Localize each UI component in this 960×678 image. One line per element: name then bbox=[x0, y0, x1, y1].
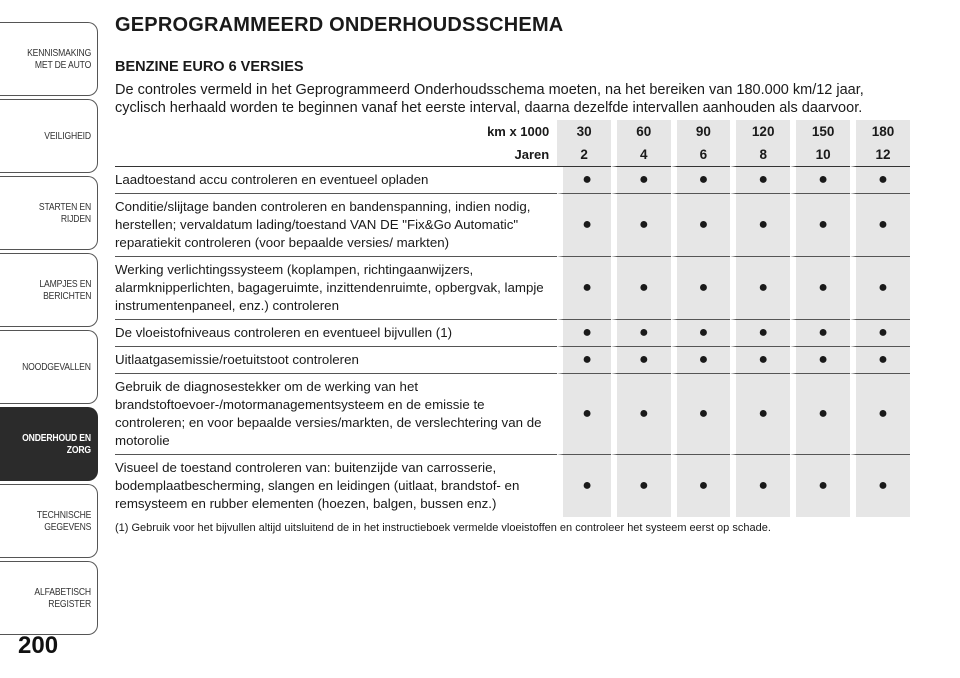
check-description: Gebruik de diagnosestekker om de werking van het brandstoftoevoer-/motormanagementsysteem en de emissie te controleren; en voor bepaalde versies/markten, de verslechtering van de motorolie bbox=[115, 374, 557, 455]
schedule-mark: ● bbox=[790, 194, 850, 257]
check-description: Uitlaatgasemissie/roetuitstoot controleren bbox=[115, 347, 557, 374]
schedule-mark: ● bbox=[671, 374, 731, 455]
km-value: 30 bbox=[557, 120, 611, 143]
table-row bbox=[115, 194, 910, 257]
schedule-mark: ● bbox=[850, 194, 910, 257]
schedule-mark: ● bbox=[730, 320, 790, 347]
tab-label: ALFABETISCH REGISTER bbox=[34, 586, 91, 610]
main-content bbox=[115, 14, 910, 536]
schedule-mark: ● bbox=[671, 320, 731, 347]
km-value: 90 bbox=[671, 120, 731, 143]
check-description: Conditie/slijtage banden controleren en bandenspanning, indien nodig, herstellen; vervaldatum lading/toestand VAN DE "Fix&Go Automatic" reparatiekit controleren (voor bepaalde versies/ markten) bbox=[115, 194, 557, 257]
schedule-mark: ● bbox=[611, 374, 671, 455]
schedule-mark: ● bbox=[730, 194, 790, 257]
schedule-mark: ● bbox=[850, 320, 910, 347]
years-value: 12 bbox=[850, 143, 910, 167]
schedule-mark: ● bbox=[850, 167, 910, 194]
tab-label: STARTEN EN RIJDEN bbox=[38, 201, 91, 225]
tab-label: LAMPJES EN BERICHTEN bbox=[39, 278, 91, 302]
page-number: 200 bbox=[18, 632, 59, 659]
schedule-mark: ● bbox=[557, 455, 611, 517]
years-value: 10 bbox=[790, 143, 850, 167]
years-value: 4 bbox=[611, 143, 671, 167]
schedule-mark: ● bbox=[790, 257, 850, 320]
schedule-mark: ● bbox=[611, 347, 671, 374]
tab-lampjes-en-berichten[interactable] bbox=[0, 253, 98, 327]
schedule-mark: ● bbox=[790, 320, 850, 347]
schedule-mark: ● bbox=[611, 257, 671, 320]
table-row bbox=[115, 167, 910, 194]
schedule-mark: ● bbox=[790, 347, 850, 374]
km-value: 180 bbox=[850, 120, 910, 143]
schedule-mark: ● bbox=[850, 374, 910, 455]
schedule-mark: ● bbox=[611, 320, 671, 347]
km-label: km x 1000 bbox=[487, 124, 550, 139]
table-row bbox=[115, 347, 910, 374]
km-header-row bbox=[115, 120, 910, 143]
page-title: GEPROGRAMMEERD ONDERHOUDSSCHEMA bbox=[115, 14, 564, 36]
tab-onderhoud-en-zorg[interactable] bbox=[0, 407, 98, 481]
schedule-mark: ● bbox=[730, 455, 790, 517]
tab-label: KENNISMAKING MET DE AUTO bbox=[26, 47, 91, 71]
schedule-mark: ● bbox=[671, 257, 731, 320]
tab-starten-en-rijden[interactable] bbox=[0, 176, 98, 250]
years-value: 6 bbox=[671, 143, 731, 167]
schedule-mark: ● bbox=[790, 374, 850, 455]
tab-label: ONDERHOUD EN ZORG bbox=[22, 432, 91, 456]
schedule-mark: ● bbox=[671, 347, 731, 374]
km-value: 120 bbox=[730, 120, 790, 143]
km-value: 60 bbox=[611, 120, 671, 143]
schedule-mark: ● bbox=[730, 347, 790, 374]
footnote: (1) Gebruik voor het bijvullen altijd uitsluitend de in het instructieboek vermelde vloeistoffen en controleer het systeem eerst op schade. bbox=[115, 522, 771, 534]
tab-kennismaking[interactable] bbox=[0, 22, 98, 96]
schedule-mark: ● bbox=[790, 167, 850, 194]
check-description: Werking verlichtingssysteem (koplampen, richtingaanwijzers, alarmknipperlichten, bagageruimte, inzittendenruimte, opbergvak, lampje instrumentenpaneel, enz.) controleren bbox=[115, 257, 557, 320]
schedule-mark: ● bbox=[790, 455, 850, 517]
years-value: 2 bbox=[557, 143, 611, 167]
schedule-mark: ● bbox=[557, 320, 611, 347]
section-subtitle: BENZINE EURO 6 VERSIES bbox=[115, 59, 304, 75]
schedule-mark: ● bbox=[850, 347, 910, 374]
tab-label: NOODGEVALLEN bbox=[22, 361, 91, 373]
schedule-mark: ● bbox=[557, 374, 611, 455]
years-value: 8 bbox=[730, 143, 790, 167]
schedule-mark: ● bbox=[850, 455, 910, 517]
check-description: Visueel de toestand controleren van: buitenzijde van carrosserie, bodemplaatbescherming, slangen en leidingen (uitlaat, brandstof- en remsysteem en rubber elementen (hoezen, balgen, bussen enz.) bbox=[115, 460, 520, 511]
schedule-mark: ● bbox=[557, 167, 611, 194]
check-description: De vloeistofniveaus controleren en eventueel bijvullen (1) bbox=[115, 320, 557, 347]
schedule-mark: ● bbox=[730, 374, 790, 455]
tab-alfabetisch-register[interactable] bbox=[0, 561, 98, 635]
years-label: Jaren bbox=[115, 143, 557, 167]
table-row bbox=[115, 374, 910, 455]
intro-paragraph: De controles vermeld in het Geprogrammeerd Onderhoudsschema moeten, na het bereiken van 180.000 km/12 jaar, cyclisch herhaald worden te beginnen vanaf het eerste interval, daarna dezelfde intervallen aanhouden als daarvoor. bbox=[115, 82, 864, 116]
check-description: Laadtoestand accu controleren en eventueel opladen bbox=[115, 167, 557, 194]
schedule-mark: ● bbox=[611, 167, 671, 194]
schedule-mark: ● bbox=[557, 194, 611, 257]
tab-veiligheid[interactable] bbox=[0, 99, 98, 173]
schedule-mark: ● bbox=[850, 257, 910, 320]
tab-label: VEILIGHEID bbox=[44, 130, 91, 142]
table-row bbox=[115, 320, 910, 347]
schedule-mark: ● bbox=[557, 347, 611, 374]
tab-noodgevallen[interactable] bbox=[0, 330, 98, 404]
schedule-mark: ● bbox=[730, 257, 790, 320]
schedule-mark: ● bbox=[557, 257, 611, 320]
schedule-mark: ● bbox=[611, 455, 671, 517]
schedule-mark: ● bbox=[671, 167, 731, 194]
table-row bbox=[115, 455, 910, 517]
schedule-mark: ● bbox=[671, 194, 731, 257]
tab-label: TECHNISCHE GEGEVENS bbox=[36, 509, 91, 533]
schedule-mark: ● bbox=[730, 167, 790, 194]
schedule-mark: ● bbox=[671, 455, 731, 517]
table-row bbox=[115, 257, 910, 320]
years-header-row bbox=[115, 143, 910, 167]
schedule-mark: ● bbox=[611, 194, 671, 257]
maintenance-schedule-table bbox=[115, 120, 910, 517]
tab-technische-gegevens[interactable] bbox=[0, 484, 98, 558]
km-value: 150 bbox=[790, 120, 850, 143]
